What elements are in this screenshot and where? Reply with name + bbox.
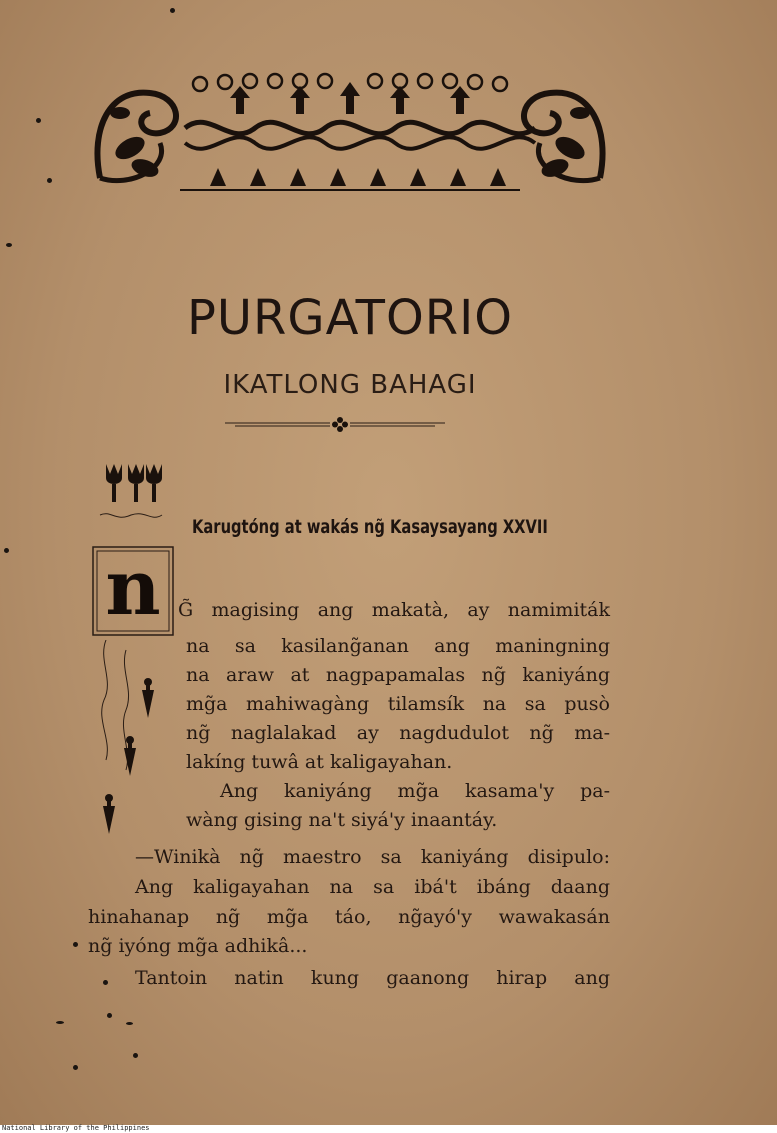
- scan-speck: [170, 8, 175, 13]
- fleuron-icon: [332, 417, 348, 432]
- text-line: na sa kasilang̃anan ang maningning: [186, 635, 610, 657]
- tassel-ornament-icon: [96, 640, 166, 840]
- text-line: ng̃ naglalakad ay nagdudulot ng̃ ma-: [186, 722, 610, 744]
- dropcap-letter: n: [105, 543, 161, 632]
- footer-credit: National Library of the Philippines: [2, 1124, 150, 1132]
- text-line: Ang kaniyáng mg̃a kasama'y pa-: [220, 780, 610, 802]
- scan-speck: [73, 1065, 78, 1070]
- rule-divider: [225, 415, 445, 435]
- tulip-ornament-icon: [96, 460, 166, 525]
- text-line: hinahanap ng̃ mg̃a táo, ng̃ayó'y wawakasán: [88, 906, 610, 928]
- scan-speck: [107, 1013, 112, 1018]
- scan-speck: [126, 1022, 133, 1025]
- text-line: lakíng tuwâ at kaligayahan.: [186, 751, 453, 773]
- text-line: —Winikà ng̃ maestro sa kaniyáng disipulo:: [135, 846, 610, 868]
- scan-speck: [73, 942, 78, 947]
- scan-speck: [36, 118, 41, 123]
- text-line: na araw at nagpapamalas ng̃ kaniyáng: [186, 664, 610, 686]
- ornament-banner: [90, 68, 610, 194]
- page-title: PURGATORIO: [186, 290, 514, 346]
- text-line: ng̃ iyóng mg̃a adhikâ...: [88, 935, 308, 957]
- scan-speck: [56, 1021, 64, 1024]
- text-line: G̃ magising ang makatà, ay namimiták: [178, 599, 610, 621]
- section-heading: Karugtóng at wakás ng̃ Kasaysayang XXVII: [192, 516, 548, 538]
- scan-speck: [4, 548, 9, 553]
- scan-speck: [6, 243, 12, 247]
- page-subtitle: IKATLONG BAHAGI: [223, 370, 477, 400]
- scan-speck: [133, 1053, 138, 1058]
- text-line: Ang kaligayahan na sa ibá't ibáng daang: [135, 876, 610, 898]
- text-line: Tantoin natin kung gaanong hirap ang: [135, 967, 610, 989]
- text-line: mg̃a mahiwagàng tilamsík na sa pusò: [186, 693, 610, 715]
- scan-speck: [103, 980, 108, 985]
- scan-speck: [47, 178, 52, 183]
- text-line: wàng gising na't siyá'y inaantáy.: [186, 809, 498, 831]
